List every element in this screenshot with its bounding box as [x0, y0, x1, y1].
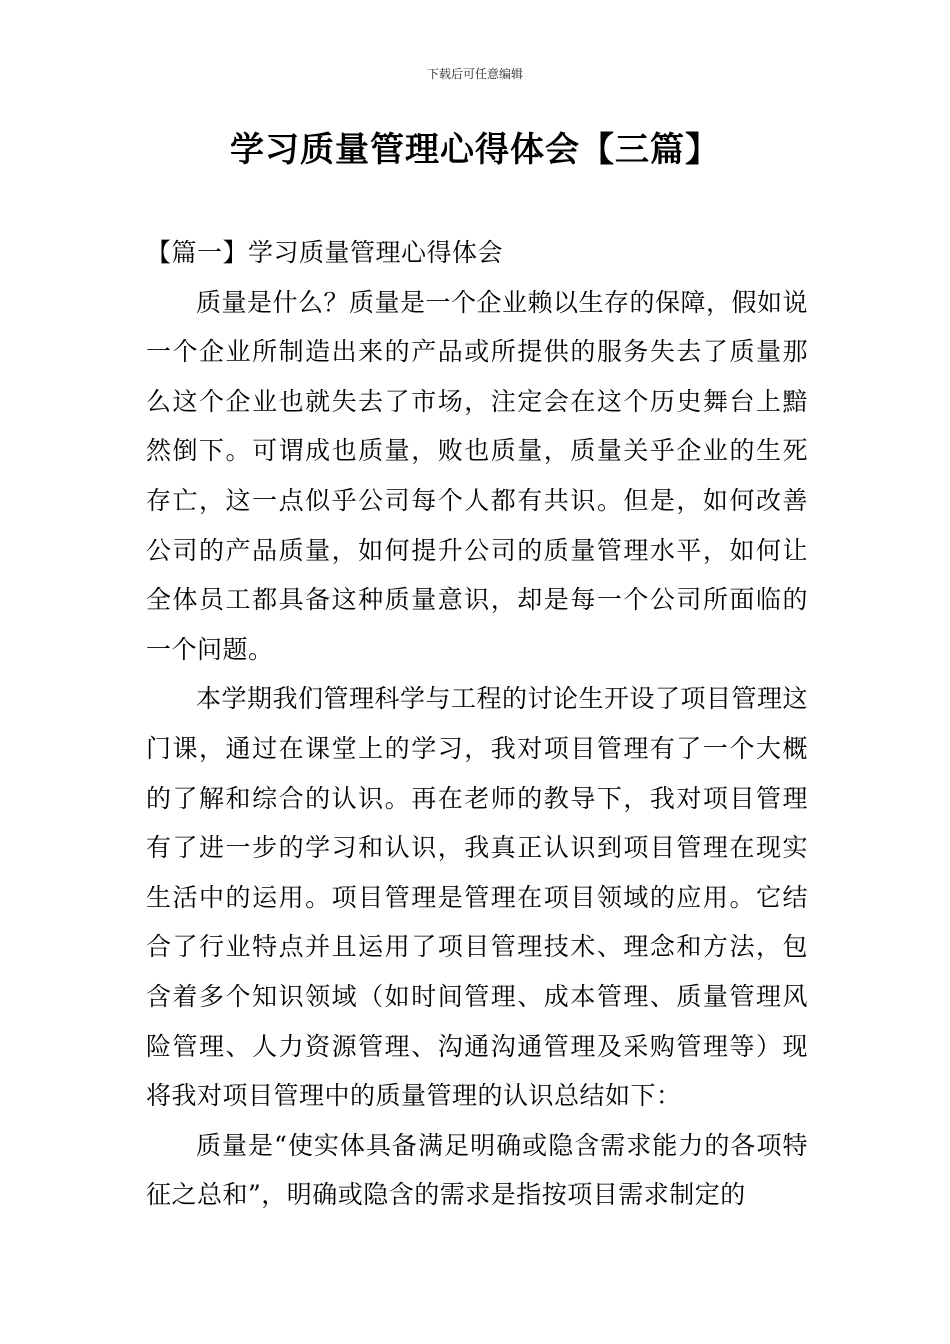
section-heading: 【篇一】学习质量管理心得体会: [146, 238, 504, 267]
paragraph-2: 本学期我们管理科学与工程的讨论生开设了项目管理这门课，通过在课堂上的学习，我对项目管理有了一个大概的了解和综合的认识。再在老师的教导下，我对项目管理有了进一步的学习和认识，我真正认识到项目管理在现实生活中的运用。项目管理是管理在项目领域的应用。它结合了行业特点并且运用了项目管理技术、理念和方法，包含着多个知识领域（如时间管理、成本管理、质量管理风险管理、人力资源管理、沟通沟通管理及采购管理等）现将我对项目管理中的质量管理的认识总结如下：: [146, 684, 809, 1111]
paragraph-3: 质量是“使实体具备满足明确或隐含需求能力的各项特征之总和”，明确或隐含的需求是指按项目需求制定的: [146, 1130, 808, 1210]
document-title: 学习质量管理心得体会【三篇】: [230, 130, 720, 170]
document-body: [146, 228, 808, 1220]
paragraph-1: 质量是什么？质量是一个企业赖以生存的保障，假如说一个企业所制造出来的产品或所提供的服务失去了质量那么这个企业也就失去了市场，注定会在这个历史舞台上黯然倒下。可谓成也质量，败也质量，质量关乎企业的生死存亡，这一点似乎公司每个人都有共识。但是，如何改善公司的产品质量，如何提升公司的质量管理水平，如何让全体员工都具备这种质量意识，却是每一个公司所面临的一个问题。: [146, 287, 809, 664]
header-note: 下载后可任意编辑: [426, 67, 523, 81]
